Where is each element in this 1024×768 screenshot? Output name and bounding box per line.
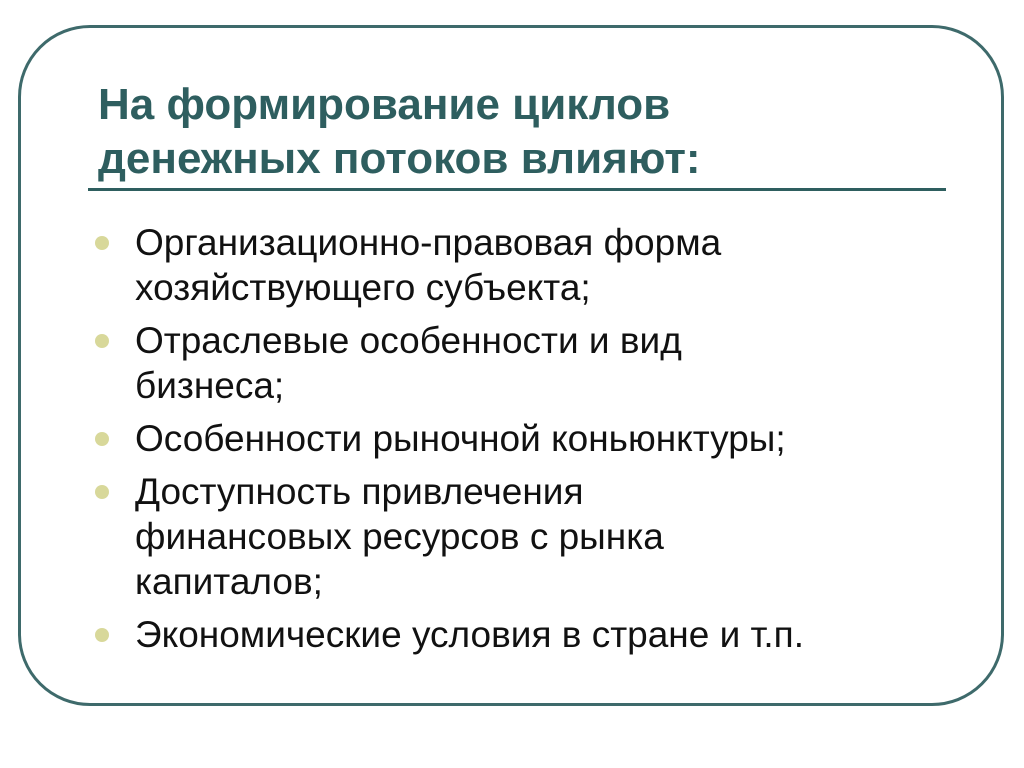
bullet-text — [135, 220, 965, 310]
bullet-list — [95, 220, 965, 665]
bullet-line: хозяйствующего субъекта; — [135, 267, 591, 308]
bullet-dot-icon — [95, 628, 109, 642]
bullet-dot-icon — [95, 485, 109, 499]
slide-title — [98, 78, 958, 186]
bullet-text — [135, 318, 965, 408]
bullet-text — [135, 612, 965, 657]
title-divider — [88, 188, 946, 191]
bullet-item — [95, 220, 965, 310]
bullet-dot-icon — [95, 236, 109, 250]
bullet-line: Экономические условия в стране и т.п. — [135, 614, 804, 655]
bullet-item — [95, 318, 965, 408]
bullet-item — [95, 469, 965, 604]
bullet-dot-icon — [95, 432, 109, 446]
bullet-line: Доступность привлечения — [135, 471, 584, 512]
bullet-line: Особенности рыночной коньюнктуры; — [135, 418, 786, 459]
bullet-text — [135, 469, 965, 604]
bullet-item — [95, 416, 965, 461]
slide-title-line-1: На формирование циклов — [98, 80, 671, 129]
bullet-dot-icon — [95, 334, 109, 348]
slide-title-line-2: денежных потоков влияют: — [98, 134, 701, 183]
bullet-line: Отраслевые особенности и вид — [135, 320, 682, 361]
bullet-line: финансовых ресурсов с рынка — [135, 516, 664, 557]
bullet-line: бизнеса; — [135, 365, 285, 406]
bullet-line: капиталов; — [135, 561, 323, 602]
bullet-item — [95, 612, 965, 657]
bullet-line: Организационно-правовая форма — [135, 222, 722, 263]
bullet-text — [135, 416, 965, 461]
